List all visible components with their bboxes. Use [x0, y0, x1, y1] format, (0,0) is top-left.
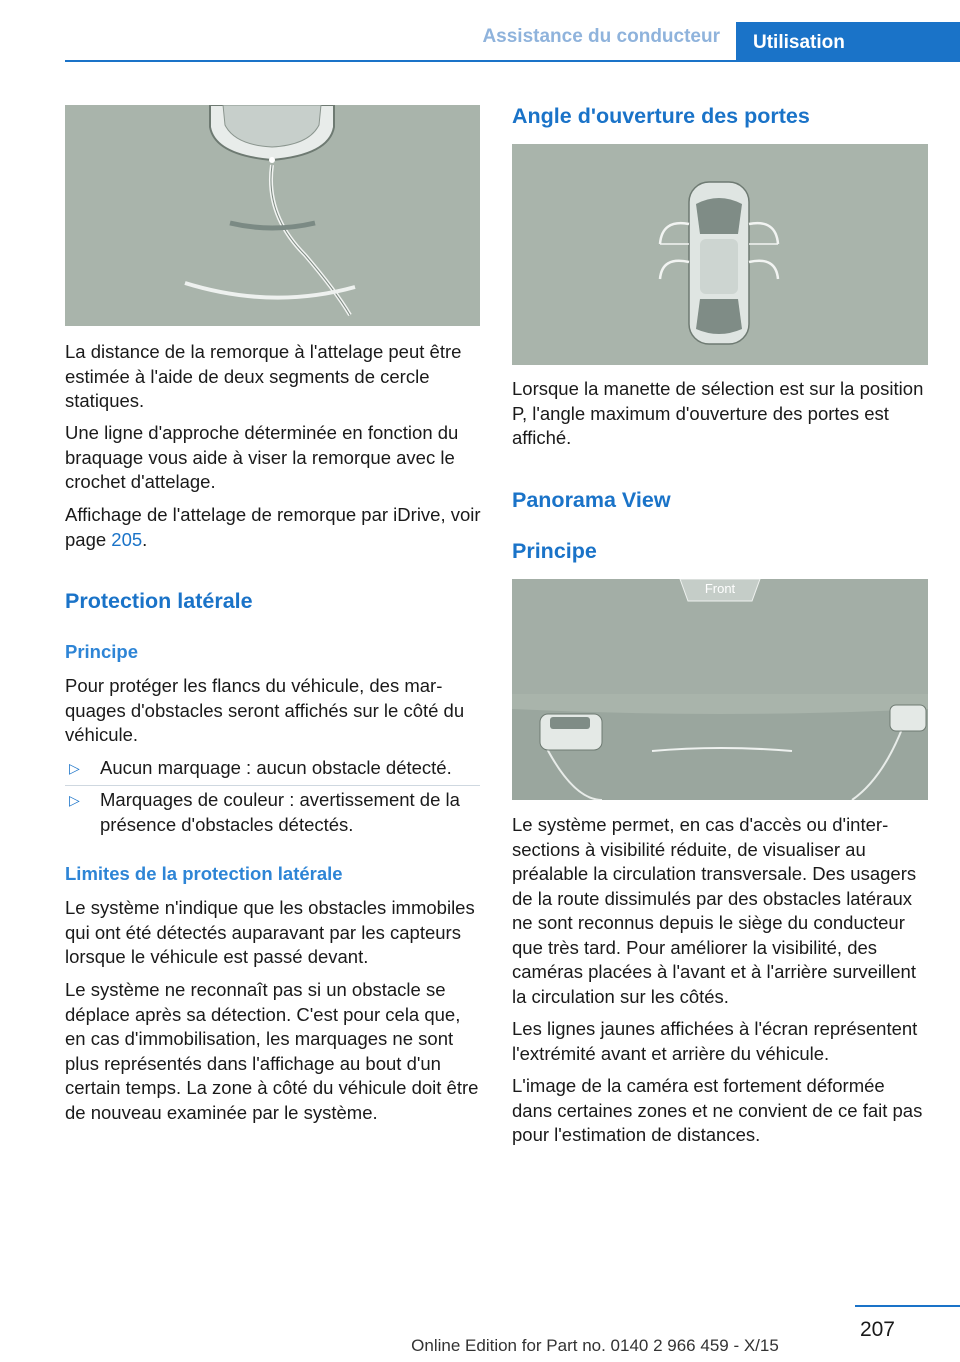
- idrive-reference-text: Affichage de l'attelage de remorque par iDrive, voir page: [65, 504, 481, 550]
- header-chapter-tab: Utilisation: [736, 22, 960, 62]
- page-number: 207: [859, 1318, 895, 1341]
- heading-panorama-view: Panorama View: [512, 488, 671, 512]
- triangle-bullet-icon: ▷: [69, 792, 80, 808]
- paragraph-idrive-reference: [65, 503, 481, 552]
- heading-principle-right: Principe: [512, 539, 597, 563]
- bullet-text: Marquages de couleur : avertissement de la présence d'obstacles détectés.: [100, 789, 460, 835]
- paragraph-door-angle: Lorsque la manette de sélection est sur la position P, l'angle maximum d'ouverture des portes est affiché.: [512, 378, 924, 448]
- idrive-reference-period: .: [142, 528, 148, 550]
- triangle-bullet-icon: ▷: [69, 760, 80, 776]
- front-label: Front: [704, 581, 736, 596]
- paragraph-yellow-lines: Les lignes jaunes affichées à l'écran représentent l'extrémité avant et arrière du véhicule.: [512, 1018, 918, 1064]
- heading-limits: Limites de la protection latérale: [65, 863, 343, 884]
- trailer-hitch-figure: [65, 105, 480, 326]
- panorama-view-figure: [512, 579, 928, 800]
- paragraph-panorama-system: Le système permet, en cas d'accès ou d'intersections à visibilité réduite, de visualiser au préalable la circulation transversale. Des usagers de la route dissimulés par des obstacles latéraux ne sont reconnus depuis le siège du conducteur que très tard. Pour améliorer la visibilité, des caméras placées à l'avant et à l'arrière surveillent la circulation sur les côtés.: [512, 814, 917, 1007]
- heading-door-angle: Angle d'ouverture des portes: [512, 104, 810, 128]
- door-angle-figure: [512, 144, 928, 365]
- heading-side-protection: Protection latérale: [65, 589, 253, 613]
- page-205-link[interactable]: 205: [111, 528, 143, 550]
- paragraph-distance-estimate: La distance de la remorque à l'attelage peut être estimée à l'aide de deux segments de cercle statiques.: [65, 341, 462, 411]
- header-rule: [65, 60, 960, 62]
- footer-edition: Online Edition for Part no. 0140 2 966 459 - X/15: [411, 1336, 779, 1355]
- bullet-divider: [65, 785, 480, 786]
- page-number-rule: [855, 1305, 960, 1307]
- paragraph-limits-2: Le système ne reconnaît pas si un obstacle se déplace après sa détection. C'est pour cela que, en cas d'immobilisation, les marquages ne sont plus représentés dans l'affichage au bout d'un certain temps. La zone à côté du véhicule doit être de nouveau examinée par le système.: [65, 979, 479, 1123]
- paragraph-side-protection: Pour protéger les flancs du véhicule, des marquages d'obstacles seront affichés sur le côté du véhicule.: [65, 675, 465, 745]
- paragraph-approach-line: Une ligne d'approche déterminée en fonction du braquage vous aide à viser la remorque avec le crochet d'attelage.: [65, 422, 459, 492]
- paragraph-limits-1: Le système n'indique que les obstacles immobiles qui ont été détectés auparavant par les capteurs lorsque le véhicule est passé devant.: [65, 897, 475, 967]
- bullet-text: Aucun marquage : aucun obstacle détecté.: [100, 757, 452, 778]
- heading-principle-left: Principe: [65, 641, 138, 662]
- header-section-title: Assistance du conducteur: [482, 26, 720, 47]
- paragraph-camera-distortion: L'image de la caméra est fortement déformée dans certaines zones et ne convient de ce fait pas pour l'estimation de distances.: [512, 1075, 923, 1145]
